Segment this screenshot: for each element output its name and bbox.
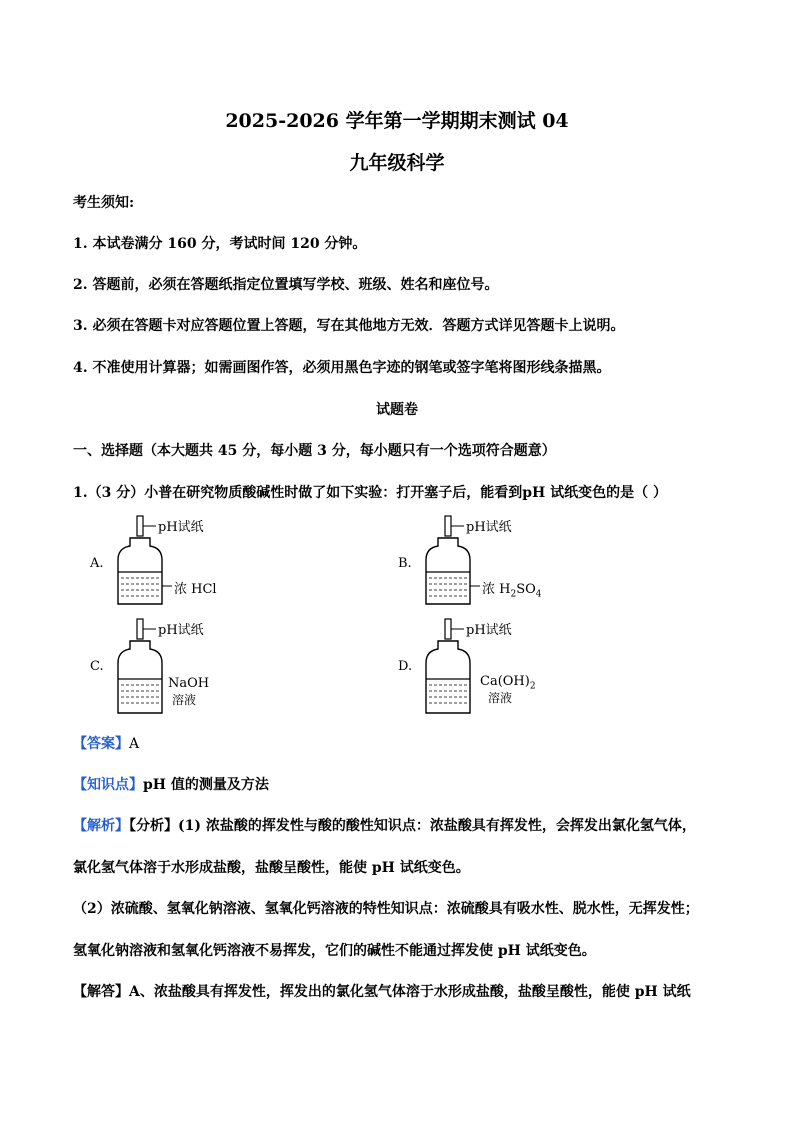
question-stem-text: 1.（3 分）小普在研究物质酸碱性时做了如下实验：打开塞子后，能看到pH 试纸变色的是（ ） (73, 485, 667, 501)
option-a-figure (90, 514, 217, 614)
option-c-strip-label: pH试纸 (158, 623, 204, 638)
option-a-strip-label: pH试纸 (158, 520, 204, 535)
option-b-liquid-mid: SO (516, 582, 536, 597)
analysis-line-5: 【解答】A、浓盐酸具有挥发性，挥发出的氯化氢气体溶于水形成盐酸，盐酸呈酸性，能使 pH 试纸 (73, 984, 691, 1000)
option-a-letter: A. (90, 556, 104, 571)
knowledge-line (73, 774, 269, 794)
notice-item-3: 3. 必须在答题卡对应答题位置上答题，写在其他地方无效．答题方式详见答题卡上说明。 (73, 318, 625, 334)
option-b-liquid-label (482, 578, 542, 600)
option-a-liquid-label: 浓 HCl (174, 582, 217, 597)
notice-item-4: 4. 不准使用计算器；如需画图作答，必须用黑色字迹的钢笔或签字笔将图形线条描黑。 (73, 360, 611, 376)
option-c-figure (90, 617, 210, 721)
notice-item-2: 2. 答题前，必须在答题纸指定位置填写学校、班级、姓名和座位号。 (73, 277, 499, 293)
notice-heading: 考生须知: (73, 195, 135, 211)
answer-tag: 【答案】 (73, 736, 129, 752)
paper-label: 试题卷 (376, 402, 418, 418)
knowledge-tag: 【知识点】 (73, 777, 143, 793)
knowledge-value: pH 值的测量及方法 (143, 777, 269, 793)
option-d-figure (398, 617, 536, 721)
analysis-line-4: 氢氧化钠溶液和氢氧化钙溶液不易挥发，它们的碱性不能通过挥发使 pH 试纸变色。 (73, 943, 596, 959)
option-d-liquid-main: Ca(OH) (480, 674, 530, 689)
question-stem (73, 482, 667, 502)
option-b-liquid-sub1: 2 (510, 589, 517, 600)
page-subtitle: 九年级科学 (349, 152, 445, 174)
option-c-liquid-line2: 溶液 (172, 693, 197, 707)
option-b-liquid-main: 浓 H (482, 582, 511, 597)
answer-value: A (129, 736, 140, 752)
option-c-letter: C. (90, 659, 104, 674)
analysis-tag: 【解析】 (73, 818, 129, 834)
notice-item-1: 1. 本试卷满分 160 分，考试时间 120 分钟。 (73, 236, 367, 252)
part-title: 一、选择题（本大题共 45 分，每小题 3 分，每小题只有一个选项符合题意） (73, 443, 556, 459)
option-d-letter: D. (398, 659, 413, 674)
option-c-liquid-line1: NaOH (168, 676, 210, 691)
option-b-strip-label: pH试纸 (466, 520, 512, 535)
option-b-letter: B. (398, 556, 412, 571)
answer-line (73, 733, 139, 753)
analysis-line-3: （2）浓硫酸、氢氧化钠溶液、氢氧化钙溶液的特性知识点：浓硫酸具有吸水性、脱水性，无挥发性； (73, 901, 699, 917)
analysis-text-1: 【分析】(1) 浓盐酸的挥发性与酸的酸性知识点：浓盐酸具有挥发性，会挥发出氯化氢气体， (129, 818, 696, 834)
option-d-liquid-line2: 溶液 (488, 691, 513, 705)
analysis-line-1 (73, 815, 696, 835)
analysis-line-2: 氯化氢气体溶于水形成盐酸，盐酸呈酸性，能使 pH 试纸变色。 (73, 860, 470, 876)
option-d-strip-label: pH试纸 (466, 623, 512, 638)
option-b-liquid-sub2: 4 (535, 589, 542, 600)
page-title: 2025-2026 学年第一学期期末测试 04 (225, 110, 569, 132)
option-d-liquid-sub: 2 (529, 681, 536, 692)
option-b-figure (398, 514, 542, 614)
